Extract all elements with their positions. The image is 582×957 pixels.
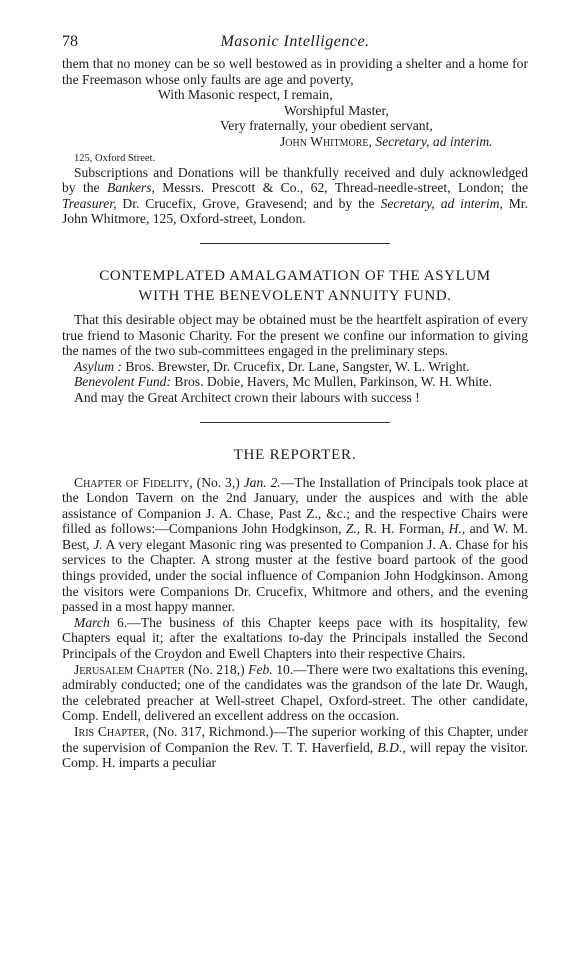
letter-closing xyxy=(62,87,528,149)
report-text: R. H. Forman, xyxy=(360,521,449,537)
report-text: A very elegant Masonic ring was presented to Companion J. A. Chase for his services to the Chapter. A strong muster at the festive board partook of the good things provided, under the social influence of Companion John Hodgkinson. Among the visitors were Companions Dr. Crucefix, Whitmore and others, and the evening passed in a most happy manner. xyxy=(62,536,528,615)
signature-name: John Whitmore, xyxy=(280,133,372,149)
amalgamation-closing: And may the Great Architect crown their labours with success ! xyxy=(74,389,420,405)
report-text: —The Installation of Principals took place at the London Tavern on the 2nd January, under the auspices and with the able assistance of Companion J. A. Chase, Past Z., &c.; and the respective Chairs were filled as follows:—Companions John Hodgkinson, xyxy=(62,474,528,537)
report-text: and W. M. Best, xyxy=(62,521,528,552)
page-number: 78 xyxy=(62,33,78,50)
running-title: Masonic Intelligence. xyxy=(220,33,370,50)
reporter-heading: THE REPORTER. xyxy=(233,446,357,463)
closing-line-3: Very fraternally, your obedient servant, xyxy=(220,118,433,134)
benevolent-committee xyxy=(62,374,528,390)
report-text: 10.—There were two exaltations this evening, admirably conducted; one of the candidates was the grandson of the late Dr. Waugh, the celebrated preacher at Well-street Chapel, Oxford-street. The other candidate, Comp. Endell, delivered an excellent address on the occasion. xyxy=(62,661,528,724)
report-date: Jan. 2. xyxy=(243,474,281,490)
jerusalem-report xyxy=(62,662,528,724)
amalgamation-heading-line-1: CONTEMPLATED AMALGAMATION OF THE ASYLUM xyxy=(99,267,491,284)
signature xyxy=(62,134,528,150)
section-divider xyxy=(200,243,390,244)
subscriptions-paragraph xyxy=(62,165,528,227)
bankers-label: Bankers, xyxy=(106,180,155,196)
benevolent-label: Benevolent Fund: xyxy=(74,374,172,390)
closing-line-1: With Masonic respect, I remain, xyxy=(158,87,333,103)
report-text: (No. 317, Richmond.)—The superior working of this Chapter, under the supervision of Companion the Rev. T. T. Haverfield, xyxy=(62,724,529,755)
report-text: 6.—The business of this Chapter keeps pace with its hospitality, few Chapters equal it; after the exaltations to-day the Principals installed the Second Principals of the Croydon and Ewell Chapters into their respective Chairs. xyxy=(62,614,528,662)
section-divider xyxy=(200,422,390,423)
running-head xyxy=(62,34,528,56)
letter-body: them that no money can be so well bestowed as in providing a shelter and a home for the Freemason whose only faults are age and poverty, xyxy=(62,56,528,87)
iris-report xyxy=(62,724,528,771)
march-report xyxy=(62,615,528,662)
treasurer-label: Treasurer, xyxy=(62,195,117,211)
office-abbrev: Z., xyxy=(345,521,361,537)
fidelity-report xyxy=(62,475,528,615)
letter-address: 125, Oxford Street. xyxy=(74,152,156,164)
secretary-label: Secretary, ad interim, xyxy=(380,195,503,211)
degree-abbrev: B.D., xyxy=(377,739,406,755)
report-date: Feb. xyxy=(248,661,273,677)
signature-title: Secretary, ad interim. xyxy=(375,133,493,149)
office-abbrev: J. xyxy=(93,536,103,552)
amalgamation-heading-line-2: WITH THE BENEVOLENT ANNUITY FUND. xyxy=(138,287,452,304)
subscriptions-text: Messrs. Prescott & Co., 62, Thread-needle-street, London; the xyxy=(154,180,529,196)
chapter-name: Iris Chapter, xyxy=(74,724,150,739)
chapter-number: (No. 3,) xyxy=(192,474,244,490)
report-text: will repay the visitor. Comp. H. imparts a peculiar xyxy=(62,739,528,771)
report-date: March xyxy=(74,614,110,630)
subscriptions-text: Mr. John Whitmore, 125, Oxford-street, London. xyxy=(62,195,528,227)
benevolent-names: Bros. Dobie, Havers, Mc Mullen, Parkinson, W. H. White. xyxy=(171,374,493,390)
subscriptions-text: Subscriptions and Donations will be thankfully received and duly acknowledged by the xyxy=(62,164,528,196)
amalgamation-intro: That this desirable object may be obtained must be the heartfelt aspiration of every true friend to Masonic Charity. For the present we confine our information to giving the names of the two sub-committees engaged in the preliminary steps. xyxy=(62,311,528,359)
subscriptions-text: Dr. Crucefix, Grove, Gravesend; and by the xyxy=(116,195,381,211)
office-abbrev: H., xyxy=(448,521,466,537)
chapter-number: (No. 218,) xyxy=(184,661,249,677)
asylum-committee xyxy=(62,359,528,375)
amalgamation-heading xyxy=(62,266,528,306)
asylum-label: Asylum : xyxy=(74,358,122,374)
closing-line-2: Worshipful Master, xyxy=(284,102,389,118)
chapter-name: Chapter of Fidelity, xyxy=(74,474,193,490)
asylum-names: Bros. Brewster, Dr. Crucefix, Dr. Lane, Sangster, W. L. Wright. xyxy=(121,358,470,374)
chapter-name: Jerusalem Chapter xyxy=(74,661,185,677)
